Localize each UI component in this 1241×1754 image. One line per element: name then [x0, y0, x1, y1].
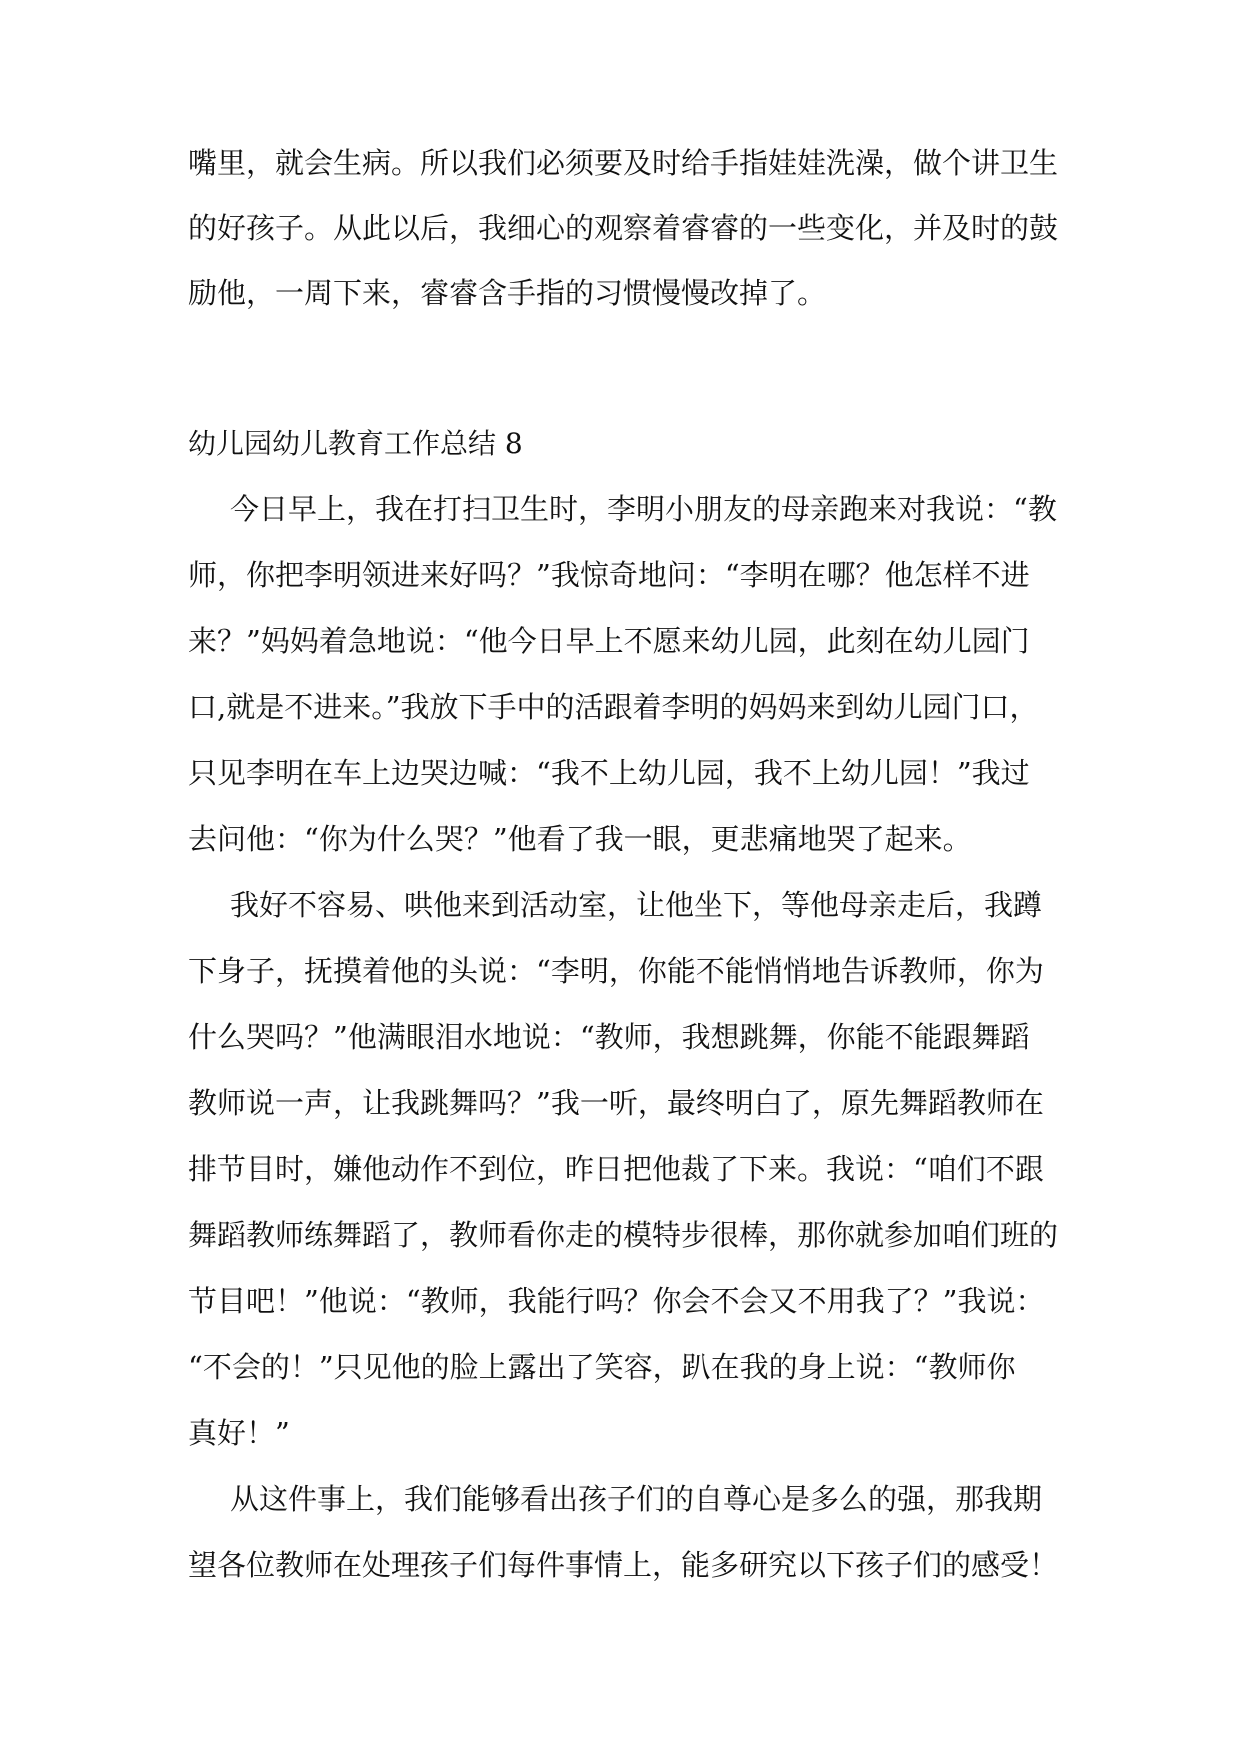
text-line: “不会的！”只见他的脸上露出了笑容，趴在我的身上说：“教师你 [188, 1350, 1016, 1384]
text-line: 真好！” [188, 1416, 290, 1450]
text-line: 我好不容易、哄他来到活动室，让他坐下，等他母亲走后，我蹲 [230, 888, 1043, 922]
text-line: 节目吧！”他说：“教师，我能行吗？你会不会又不用我了？”我说： [188, 1284, 1045, 1318]
text-line: 口,就是不进来。”我放下手中的活跟着李明的妈妈来到幼儿园门口， [188, 690, 1039, 724]
text-line: 励他，一周下来，睿睿含手指的习惯慢慢改掉了。 [188, 276, 827, 310]
text-line: 师，你把李明领进来好吗？”我惊奇地问：“李明在哪？他怎样不进 [188, 558, 1030, 592]
text-line: 只见李明在车上边哭边喊：“我不上幼儿园，我不上幼儿园！”我过 [188, 756, 1030, 790]
text-line: 望各位教师在处理孩子们每件事情上，能多研究以下孩子们的感受！ [188, 1548, 1059, 1582]
text-line: 从这件事上，我们能够看出孩子们的自尊心是多么的强，那我期 [230, 1482, 1043, 1516]
text-line: 嘴里，就会生病。所以我们必须要及时给手指娃娃洗澡，做个讲卫生 [188, 146, 1059, 180]
text-line: 去问他：“你为什么哭？”他看了我一眼，更悲痛地哭了起来。 [188, 822, 972, 856]
text-line: 教师说一声，让我跳舞吗？”我一听，最终明白了，原先舞蹈教师在 [188, 1086, 1044, 1120]
text-line: 下身子，抚摸着他的头说：“李明，你能不能悄悄地告诉教师，你为 [188, 954, 1044, 988]
text-line: 的好孩子。从此以后，我细心的观察着睿睿的一些变化，并及时的鼓 [188, 211, 1059, 245]
text-line: 舞蹈教师练舞蹈了，教师看你走的模特步很棒，那你就参加咱们班的 [188, 1218, 1059, 1252]
section-heading: 幼儿园幼儿教育工作总结 8 [188, 427, 523, 460]
text-line: 来？”妈妈着急地说：“他今日早上不愿来幼儿园，此刻在幼儿园门 [188, 624, 1030, 658]
text-line: 排节目时，嫌他动作不到位，昨日把他裁了下来。我说：“咱们不跟 [188, 1152, 1044, 1186]
text-line: 什么哭吗？”他满眼泪水地说：“教师，我想跳舞，你能不能跟舞蹈 [188, 1020, 1030, 1054]
text-line: 今日早上，我在打扫卫生时，李明小朋友的母亲跑来对我说：“教 [230, 492, 1057, 526]
